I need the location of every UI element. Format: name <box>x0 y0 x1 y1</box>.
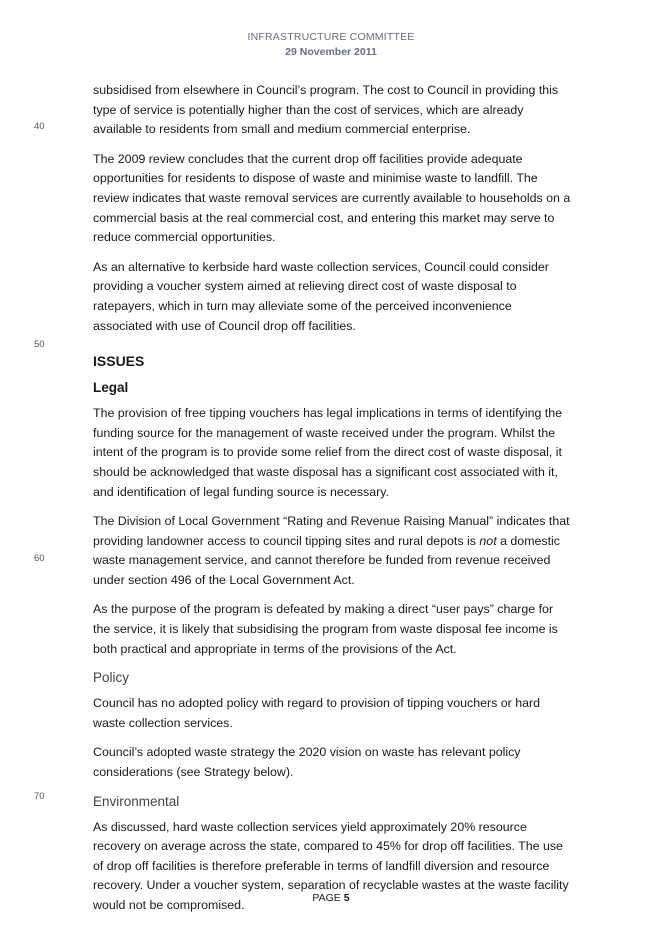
paragraph-voucher-alternative: As an alternative to kerbside hard waste collection services, Council could consider providing a voucher system aimed at relieving direct cost of waste disposal to ratepayers, which in turn may alleviate some of the perceived inconvenience associated with use of Council drop off facilities. <box>93 259 549 333</box>
paragraph-user-pays: As the purpose of the program is defeated by making a direct “user pays” charge for the service, it is likely that subsidising the program from waste disposal fee income is both practical and appropriate in terms of the provisions of the Act. <box>93 602 558 656</box>
text-segment: The Division of Local Government “Rating and Revenue Raising Manual” indicates that providing landowner access to council tipping sites and rural depots is <box>93 514 570 548</box>
committee-name: INFRASTRUCTURE COMMITTEE <box>247 31 415 43</box>
heading-environmental: Environmental <box>93 793 180 809</box>
line-number-70: 70 <box>34 791 45 802</box>
line-number-40: 40 <box>34 121 45 132</box>
paragraph-legal-implications: The provision of free tipping vouchers has legal implications in terms of identifying the funding source for the management of waste received under the program. Whilst the intent of the program is to provide some relief from the direct cost of waste disposal, it should be acknowledged that waste disposal has a significant cost associated with it, and identification of legal funding source is necessary. <box>93 406 563 499</box>
paragraph-division-local-government <box>93 512 573 590</box>
page-number: 5 <box>343 892 350 904</box>
page-footer <box>0 892 662 904</box>
page-header <box>0 30 662 60</box>
paragraph-resource-recovery: As discussed, hard waste collection services yield approximately 20% resource recovery on average across the state, compared to 45% for drop off facilities. The use of drop off facilities is therefore preferable in terms of landfill diversion and resource recovery. Under a voucher system, separation of recyclable wastes at the waste facility would not be compromised. <box>93 819 569 912</box>
paragraph-2009-review: The 2009 review concludes that the current drop off facilities provide adequate opportunities for residents to dispose of waste and minimise waste to landfill. The review indicates that waste removal services are currently available to households on a commercial basis at the real commercial cost, and entering this market may serve to reduce commercial opportunities. <box>93 151 571 245</box>
heading-legal: Legal <box>93 380 129 396</box>
paragraph-waste-strategy: Council’s adopted waste strategy the 2020 vision on waste has relevant policy considerations (see Strategy below). <box>93 745 521 780</box>
document-body <box>93 81 573 926</box>
paragraph-no-adopted-policy: Council has no adopted policy with regard to provision of tipping vouchers or hard waste collection services. <box>93 696 541 730</box>
heading-policy: Policy <box>93 670 130 686</box>
emphasis-not: not <box>479 533 497 548</box>
page-label: PAGE <box>312 892 341 904</box>
heading-issues: ISSUES <box>93 353 145 370</box>
line-number-60: 60 <box>34 553 45 564</box>
text-segment: a domestic waste management service, and cannot therefore be funded from revenue received under section 496 of the Local Government Act. <box>93 533 560 587</box>
paragraph-subsidised: subsidised from elsewhere in Council’s program. The cost to Council in providing this type of service is potentially higher than the cost of services, which are already available to residents from small and medium commercial enterprise. <box>93 83 559 137</box>
meeting-date: 29 November 2011 <box>285 46 377 58</box>
line-number-50: 50 <box>34 339 45 350</box>
